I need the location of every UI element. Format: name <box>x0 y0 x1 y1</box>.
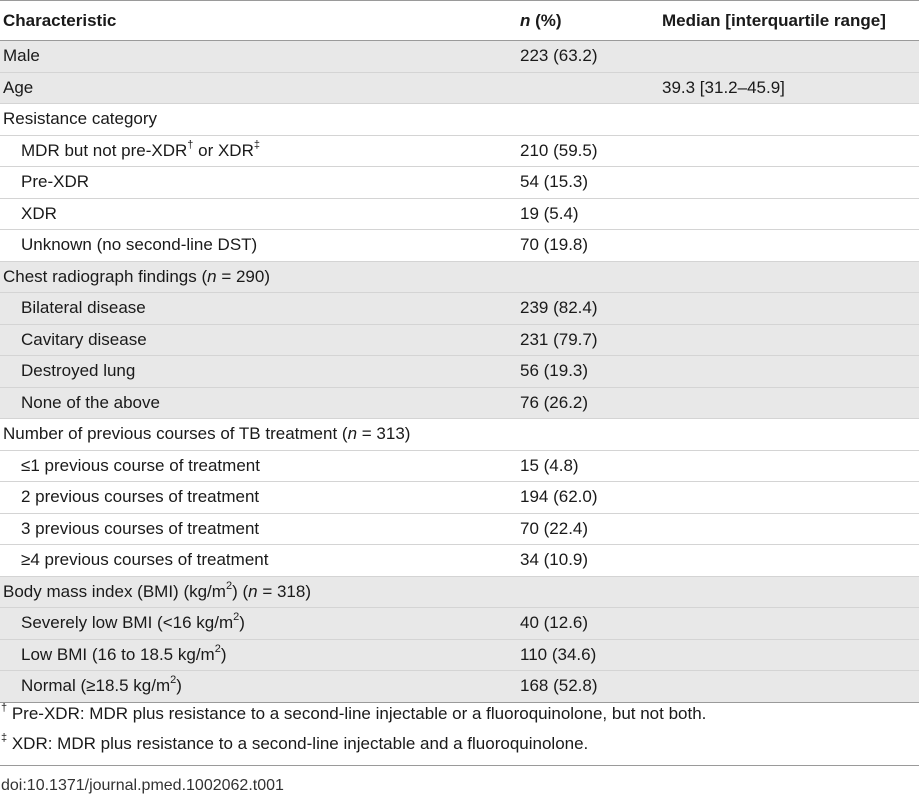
row-median-value <box>662 387 919 419</box>
low-label-post: ) <box>220 644 227 664</box>
table-row <box>0 41 919 73</box>
row-n-value: 168 (52.8) <box>520 671 662 703</box>
bmi-label-pre: Body mass index (BMI) (kg/m <box>3 581 226 601</box>
row-median-value <box>662 230 919 262</box>
footnote-pre-xdr <box>1 704 706 724</box>
row-median-value <box>662 261 919 293</box>
chest-label-post: = 290) <box>216 266 270 286</box>
table-row <box>0 72 919 104</box>
double-dagger-mark: ‡ <box>253 138 260 151</box>
table-row <box>0 356 919 388</box>
table-row <box>0 671 919 703</box>
table-section-row <box>0 261 919 293</box>
row-label: XDR <box>21 203 57 223</box>
row-label: Pre-XDR <box>21 172 90 191</box>
row-n-value: 210 (59.5) <box>520 140 598 160</box>
row-label: None of the above <box>0 387 520 419</box>
row-n-value: 15 (4.8) <box>520 455 579 475</box>
bmi-label-post: = 318) <box>257 581 311 601</box>
double-dagger-mark: ‡ <box>1 732 8 745</box>
mdr-label-mid: or XDR <box>193 140 254 160</box>
row-n-value: 231 (79.7) <box>520 324 662 356</box>
row-median-value <box>662 545 919 577</box>
doi-identifier: doi:10.1371/journal.pmed.1002062.t001 <box>1 777 284 794</box>
squared-mark: 2 <box>225 579 233 592</box>
row-label: Unknown (no second-line DST) <box>21 235 258 254</box>
row-label: 3 previous courses of treatment <box>21 518 260 538</box>
footer-divider <box>0 765 919 766</box>
squared-mark: 2 <box>233 611 240 624</box>
row-median-value <box>662 450 919 482</box>
courses-n-symbol: n <box>347 424 358 443</box>
row-median-value <box>662 41 919 73</box>
row-n-value: 34 (10.9) <box>520 550 589 569</box>
row-n-value: 239 (82.4) <box>520 293 662 325</box>
footnote-text: Pre-XDR: MDR plus resistance to a second-line injectable or a fluoroquinolone, but not both. <box>7 704 707 723</box>
row-label: 2 previous courses of treatment <box>21 487 260 506</box>
row-median-value <box>662 482 919 514</box>
row-n-value: 76 (26.2) <box>520 387 662 419</box>
chest-label-pre: Chest radiograph findings ( <box>3 266 208 286</box>
section-label <box>0 576 520 608</box>
table-row <box>0 324 919 356</box>
row-n-value: 223 (63.2) <box>520 41 662 73</box>
normal-label-pre: Normal (≥18.5 kg/m <box>21 676 171 695</box>
row-median-value <box>662 293 919 325</box>
row-median-value <box>662 104 919 136</box>
table-section-row <box>0 104 919 136</box>
row-label: ≤1 previous course of treatment <box>21 455 260 475</box>
header-median: Median [interquartile range] <box>662 1 919 41</box>
section-label: Resistance category <box>3 109 158 128</box>
dagger-mark: † <box>1 702 8 715</box>
table-row <box>0 513 919 545</box>
row-median-value <box>662 608 919 640</box>
chest-n-symbol: n <box>207 266 217 286</box>
squared-mark: 2 <box>170 674 177 687</box>
row-n-value: 40 (12.6) <box>520 608 662 640</box>
row-n-value: 70 (19.8) <box>520 235 589 254</box>
row-label: Cavitary disease <box>0 324 520 356</box>
header-n-percent <box>520 1 662 41</box>
row-label <box>0 135 520 167</box>
table-row <box>0 230 919 262</box>
row-n-value: 110 (34.6) <box>520 639 662 671</box>
row-label <box>0 608 520 640</box>
row-n-value: 56 (19.3) <box>520 356 662 388</box>
table-row <box>0 608 919 640</box>
row-median-value: 39.3 [31.2–45.9] <box>662 72 919 104</box>
table-row <box>0 639 919 671</box>
row-label: Male <box>0 41 520 73</box>
table-section-row <box>0 419 919 451</box>
row-median-value <box>662 513 919 545</box>
mdr-label-text: MDR but not pre-XDR <box>21 140 188 160</box>
row-n-value: 194 (62.0) <box>520 487 598 506</box>
row-median-value <box>662 576 919 608</box>
header-n-rest: (%) <box>530 11 562 30</box>
courses-label-post: = 313) <box>357 424 411 443</box>
table-row <box>0 293 919 325</box>
row-n-value <box>520 261 662 293</box>
section-label <box>0 261 520 293</box>
bmi-n-symbol: n <box>248 581 258 601</box>
low-label-pre: Low BMI (16 to 18.5 kg/m <box>21 644 215 664</box>
table-row <box>0 198 919 230</box>
severe-label-pre: Severely low BMI (<16 kg/m <box>21 613 234 632</box>
row-median-value <box>662 356 919 388</box>
row-median-value <box>662 198 919 230</box>
row-n-value <box>520 576 662 608</box>
row-median-value <box>662 324 919 356</box>
row-label <box>0 671 520 703</box>
row-n-value: 54 (15.3) <box>520 172 589 191</box>
row-label: ≥4 previous courses of treatment <box>21 550 269 569</box>
table-row <box>0 450 919 482</box>
row-median-value <box>662 639 919 671</box>
row-median-value <box>662 419 919 451</box>
severe-label-post: ) <box>239 613 245 632</box>
squared-mark: 2 <box>214 642 221 655</box>
row-median-value <box>662 167 919 199</box>
courses-label-pre: Number of previous courses of TB treatment ( <box>3 424 348 443</box>
row-label <box>0 639 520 671</box>
table-header-row <box>0 1 919 41</box>
row-n-value: 19 (5.4) <box>520 203 579 223</box>
row-label: Bilateral disease <box>0 293 520 325</box>
header-n-symbol: n <box>520 11 531 30</box>
table-section-row <box>0 576 919 608</box>
row-median-value <box>662 135 919 167</box>
footnote-text: XDR: MDR plus resistance to a second-line injectable and a fluoroquinolone. <box>7 734 589 753</box>
row-label: Age <box>0 72 520 104</box>
bmi-label-mid: ) ( <box>232 581 249 601</box>
row-label: Destroyed lung <box>0 356 520 388</box>
table-row <box>0 387 919 419</box>
row-n-value <box>520 72 662 104</box>
header-characteristic: Characteristic <box>0 1 520 41</box>
row-n-value <box>520 419 662 451</box>
table-row <box>0 545 919 577</box>
dagger-mark: † <box>187 138 194 151</box>
section-label <box>0 419 520 451</box>
footnote-xdr <box>1 734 588 754</box>
row-n-value <box>520 104 662 136</box>
table-row <box>0 135 919 167</box>
row-n-value: 70 (22.4) <box>520 518 589 538</box>
table-row <box>0 167 919 199</box>
row-median-value <box>662 671 919 703</box>
normal-label-post: ) <box>176 676 182 695</box>
table-row <box>0 482 919 514</box>
